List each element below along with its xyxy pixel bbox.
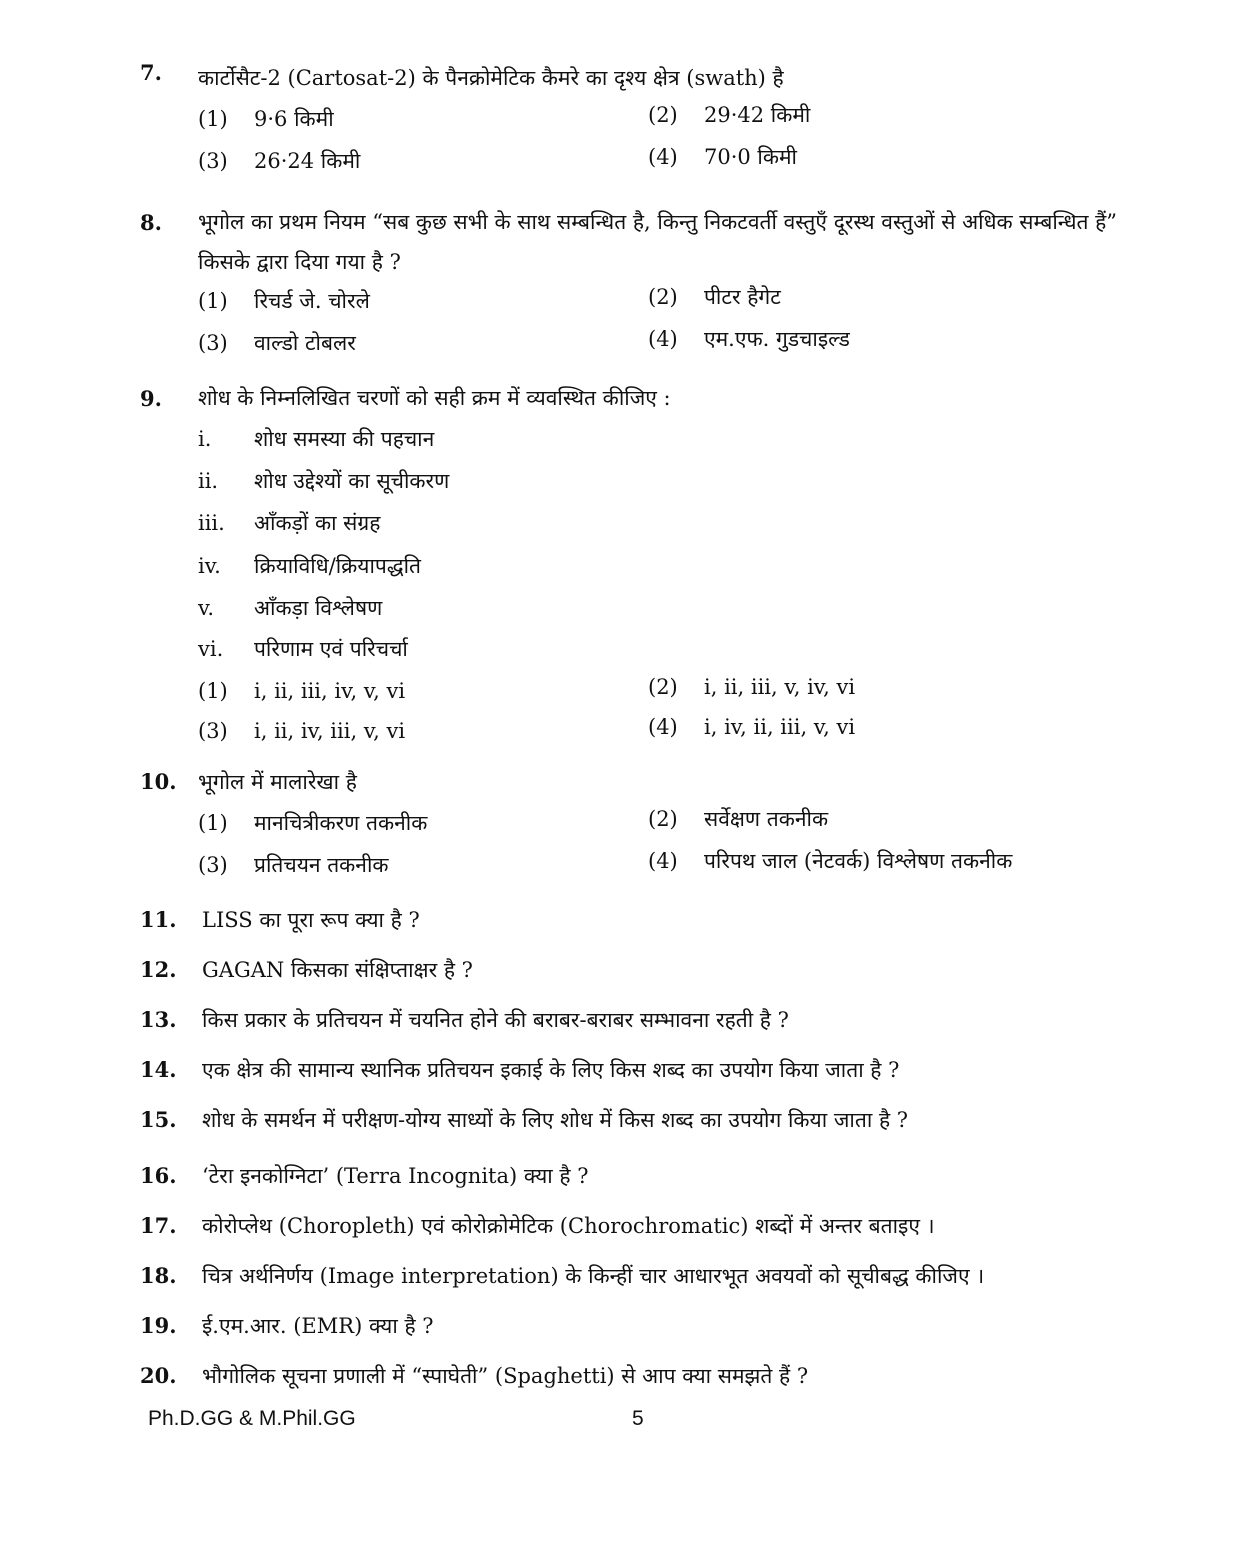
question-9: [140, 378, 1120, 418]
step-text: आँकड़ा विश्लेषण: [254, 596, 383, 620]
option-text: वाल्डो टोबलर: [254, 331, 356, 355]
step-label: iii.: [198, 511, 225, 535]
question-text: कोरोप्लेथ (Choropleth) एवं कोरोक्रोमेटिक (Chorochromatic) शब्दों में अन्तर बताइए ।: [202, 1214, 935, 1238]
option: [648, 324, 850, 354]
option: [648, 672, 855, 702]
question-number: 19.: [140, 1313, 177, 1338]
step-label: i.: [198, 427, 212, 451]
question-number: 8.: [140, 210, 162, 235]
step-label: v.: [198, 596, 215, 620]
question-number: 7.: [140, 60, 162, 85]
research-step: [198, 424, 434, 454]
option-label: (3): [198, 331, 228, 355]
question-13: [140, 1000, 1120, 1040]
option: [198, 146, 360, 176]
step-text: शोध समस्या की पहचान: [254, 427, 435, 451]
step-text: शोध उद्देश्यों का सूचीकरण: [254, 469, 450, 493]
option-text: प्रतिचयन तकनीक: [254, 853, 389, 877]
option: [648, 712, 855, 742]
question-text: एक क्षेत्र की सामान्य स्थानिक प्रतिचयन इकाई के लिए किस शब्द का उपयोग किया जाता है ?: [202, 1058, 900, 1082]
option-label: (1): [198, 107, 228, 131]
option-label: (2): [648, 285, 678, 309]
option-label: (4): [648, 715, 678, 739]
question-text: चित्र अर्थनिर्णय (Image interpretation) के किन्हीं चार आधारभूत अवयवों को सूचीबद्ध कीजिए ।: [202, 1264, 985, 1288]
question-10: [140, 762, 1120, 802]
option-label: (1): [198, 679, 228, 703]
question-19: [140, 1306, 1120, 1346]
option-text: रिचर्ड जे. चोरले: [254, 289, 370, 313]
option-text: सर्वेक्षण तकनीक: [704, 807, 829, 831]
question-text: कार्टोसैट-2 (Cartosat-2) के पैनक्रोमेटिक कैमरे का दृश्य क्षेत्र (swath) है: [198, 66, 784, 90]
option: [648, 804, 828, 834]
option: [198, 808, 427, 838]
option-label: (2): [648, 675, 678, 699]
footer-page-number: 5: [632, 1407, 644, 1430]
question-text: भौगोलिक सूचना प्रणाली में “स्पाघेती” (Spaghetti) से आप क्या समझते हैं ?: [202, 1364, 809, 1388]
option-label: (4): [648, 849, 678, 873]
question-7: [140, 58, 1120, 98]
option-text: 26·24 किमी: [254, 149, 361, 173]
option-text: 29·42 किमी: [704, 103, 811, 127]
option: [198, 104, 334, 134]
step-label: iv.: [198, 554, 221, 578]
option: [648, 282, 781, 312]
option-label: (3): [198, 719, 228, 743]
option: [198, 328, 356, 358]
research-step: [198, 593, 382, 623]
option-text: 70·0 किमी: [704, 145, 797, 169]
question-number: 17.: [140, 1213, 177, 1238]
question-text: भूगोल में मालारेखा है: [198, 770, 357, 794]
question-15: [140, 1100, 1120, 1140]
option: [648, 142, 797, 172]
option-label: (1): [198, 811, 228, 835]
question-number: 16.: [140, 1163, 177, 1188]
question-16: [140, 1156, 1120, 1196]
question-number: 14.: [140, 1057, 177, 1082]
question-text: भूगोल का प्रथम नियम “सब कुछ सभी के साथ सम्बन्धित है, किन्तु निकटवर्ती वस्तुएँ दूरस्थ वस्तुओं से अधिक सम्बन्धित हैं” किसके द्वारा दिया गया है ?: [198, 210, 1118, 274]
option: [198, 676, 405, 706]
step-text: क्रियाविधि/क्रियापद्धति: [254, 554, 422, 578]
option: [198, 850, 389, 880]
option-text: 9·6 किमी: [254, 107, 334, 131]
step-text: परिणाम एवं परिचर्चा: [254, 637, 408, 661]
option-text: एम.एफ. गुडचाइल्ड: [704, 327, 850, 351]
question-text: शोध के समर्थन में परीक्षण-योग्य साध्यों के लिए शोध में किस शब्द का उपयोग किया जाता है ?: [202, 1108, 909, 1132]
question-text: GAGAN किसका संक्षिप्ताक्षर है ?: [202, 958, 473, 982]
question-number: 13.: [140, 1007, 177, 1032]
question-11: [140, 900, 1120, 940]
option: [648, 100, 810, 130]
question-text: शोध के निम्नलिखित चरणों को सही क्रम में व्यवस्थित कीजिए :: [198, 386, 671, 410]
question-20: [140, 1356, 1120, 1396]
option: [648, 846, 1012, 876]
question-text: ‘टेरा इनकोग्निटा’ (Terra Incognita) क्या है ?: [202, 1164, 589, 1188]
option-text: परिपथ जाल (नेटवर्क) विश्लेषण तकनीक: [704, 849, 1013, 873]
step-text: आँकड़ों का संग्रह: [254, 511, 381, 535]
question-number: 15.: [140, 1107, 177, 1132]
question-18: [140, 1256, 1120, 1296]
step-label: ii.: [198, 469, 219, 493]
option-label: (1): [198, 289, 228, 313]
question-number: 11.: [140, 907, 177, 932]
option-label: (4): [648, 327, 678, 351]
option-label: (3): [198, 853, 228, 877]
option-label: (2): [648, 103, 678, 127]
research-step: [198, 466, 449, 496]
footer-course-code: Ph.D.GG & M.Phil.GG: [148, 1407, 356, 1430]
option-text: i, ii, iv, iii, v, vi: [254, 719, 406, 743]
step-label: vi.: [198, 637, 224, 661]
question-8: [140, 202, 1120, 282]
option-label: (3): [198, 149, 228, 173]
option-label: (4): [648, 145, 678, 169]
question-text: किस प्रकार के प्रतिचयन में चयनित होने की बराबर-बराबर सम्भावना रहती है ?: [202, 1008, 789, 1032]
question-number: 10.: [140, 769, 177, 794]
option-text: मानचित्रीकरण तकनीक: [254, 811, 428, 835]
question-17: [140, 1206, 1120, 1246]
research-step: [198, 551, 421, 581]
research-step: [198, 508, 380, 538]
question-14: [140, 1050, 1120, 1090]
option-label: (2): [648, 807, 678, 831]
option-text: i, ii, iii, v, iv, vi: [704, 675, 856, 699]
question-text: ई.एम.आर. (EMR) क्या है ?: [202, 1314, 434, 1338]
option: [198, 286, 370, 316]
question-12: [140, 950, 1120, 990]
option-text: पीटर हैगेट: [704, 285, 781, 309]
question-number: 9.: [140, 386, 162, 411]
question-number: 12.: [140, 957, 177, 982]
option-text: i, iv, ii, iii, v, vi: [704, 715, 856, 739]
option-text: i, ii, iii, iv, v, vi: [254, 679, 406, 703]
question-number: 18.: [140, 1263, 177, 1288]
question-text: LISS का पूरा रूप क्या है ?: [202, 908, 420, 932]
option: [198, 716, 405, 746]
research-step: [198, 634, 408, 664]
question-number: 20.: [140, 1363, 177, 1388]
